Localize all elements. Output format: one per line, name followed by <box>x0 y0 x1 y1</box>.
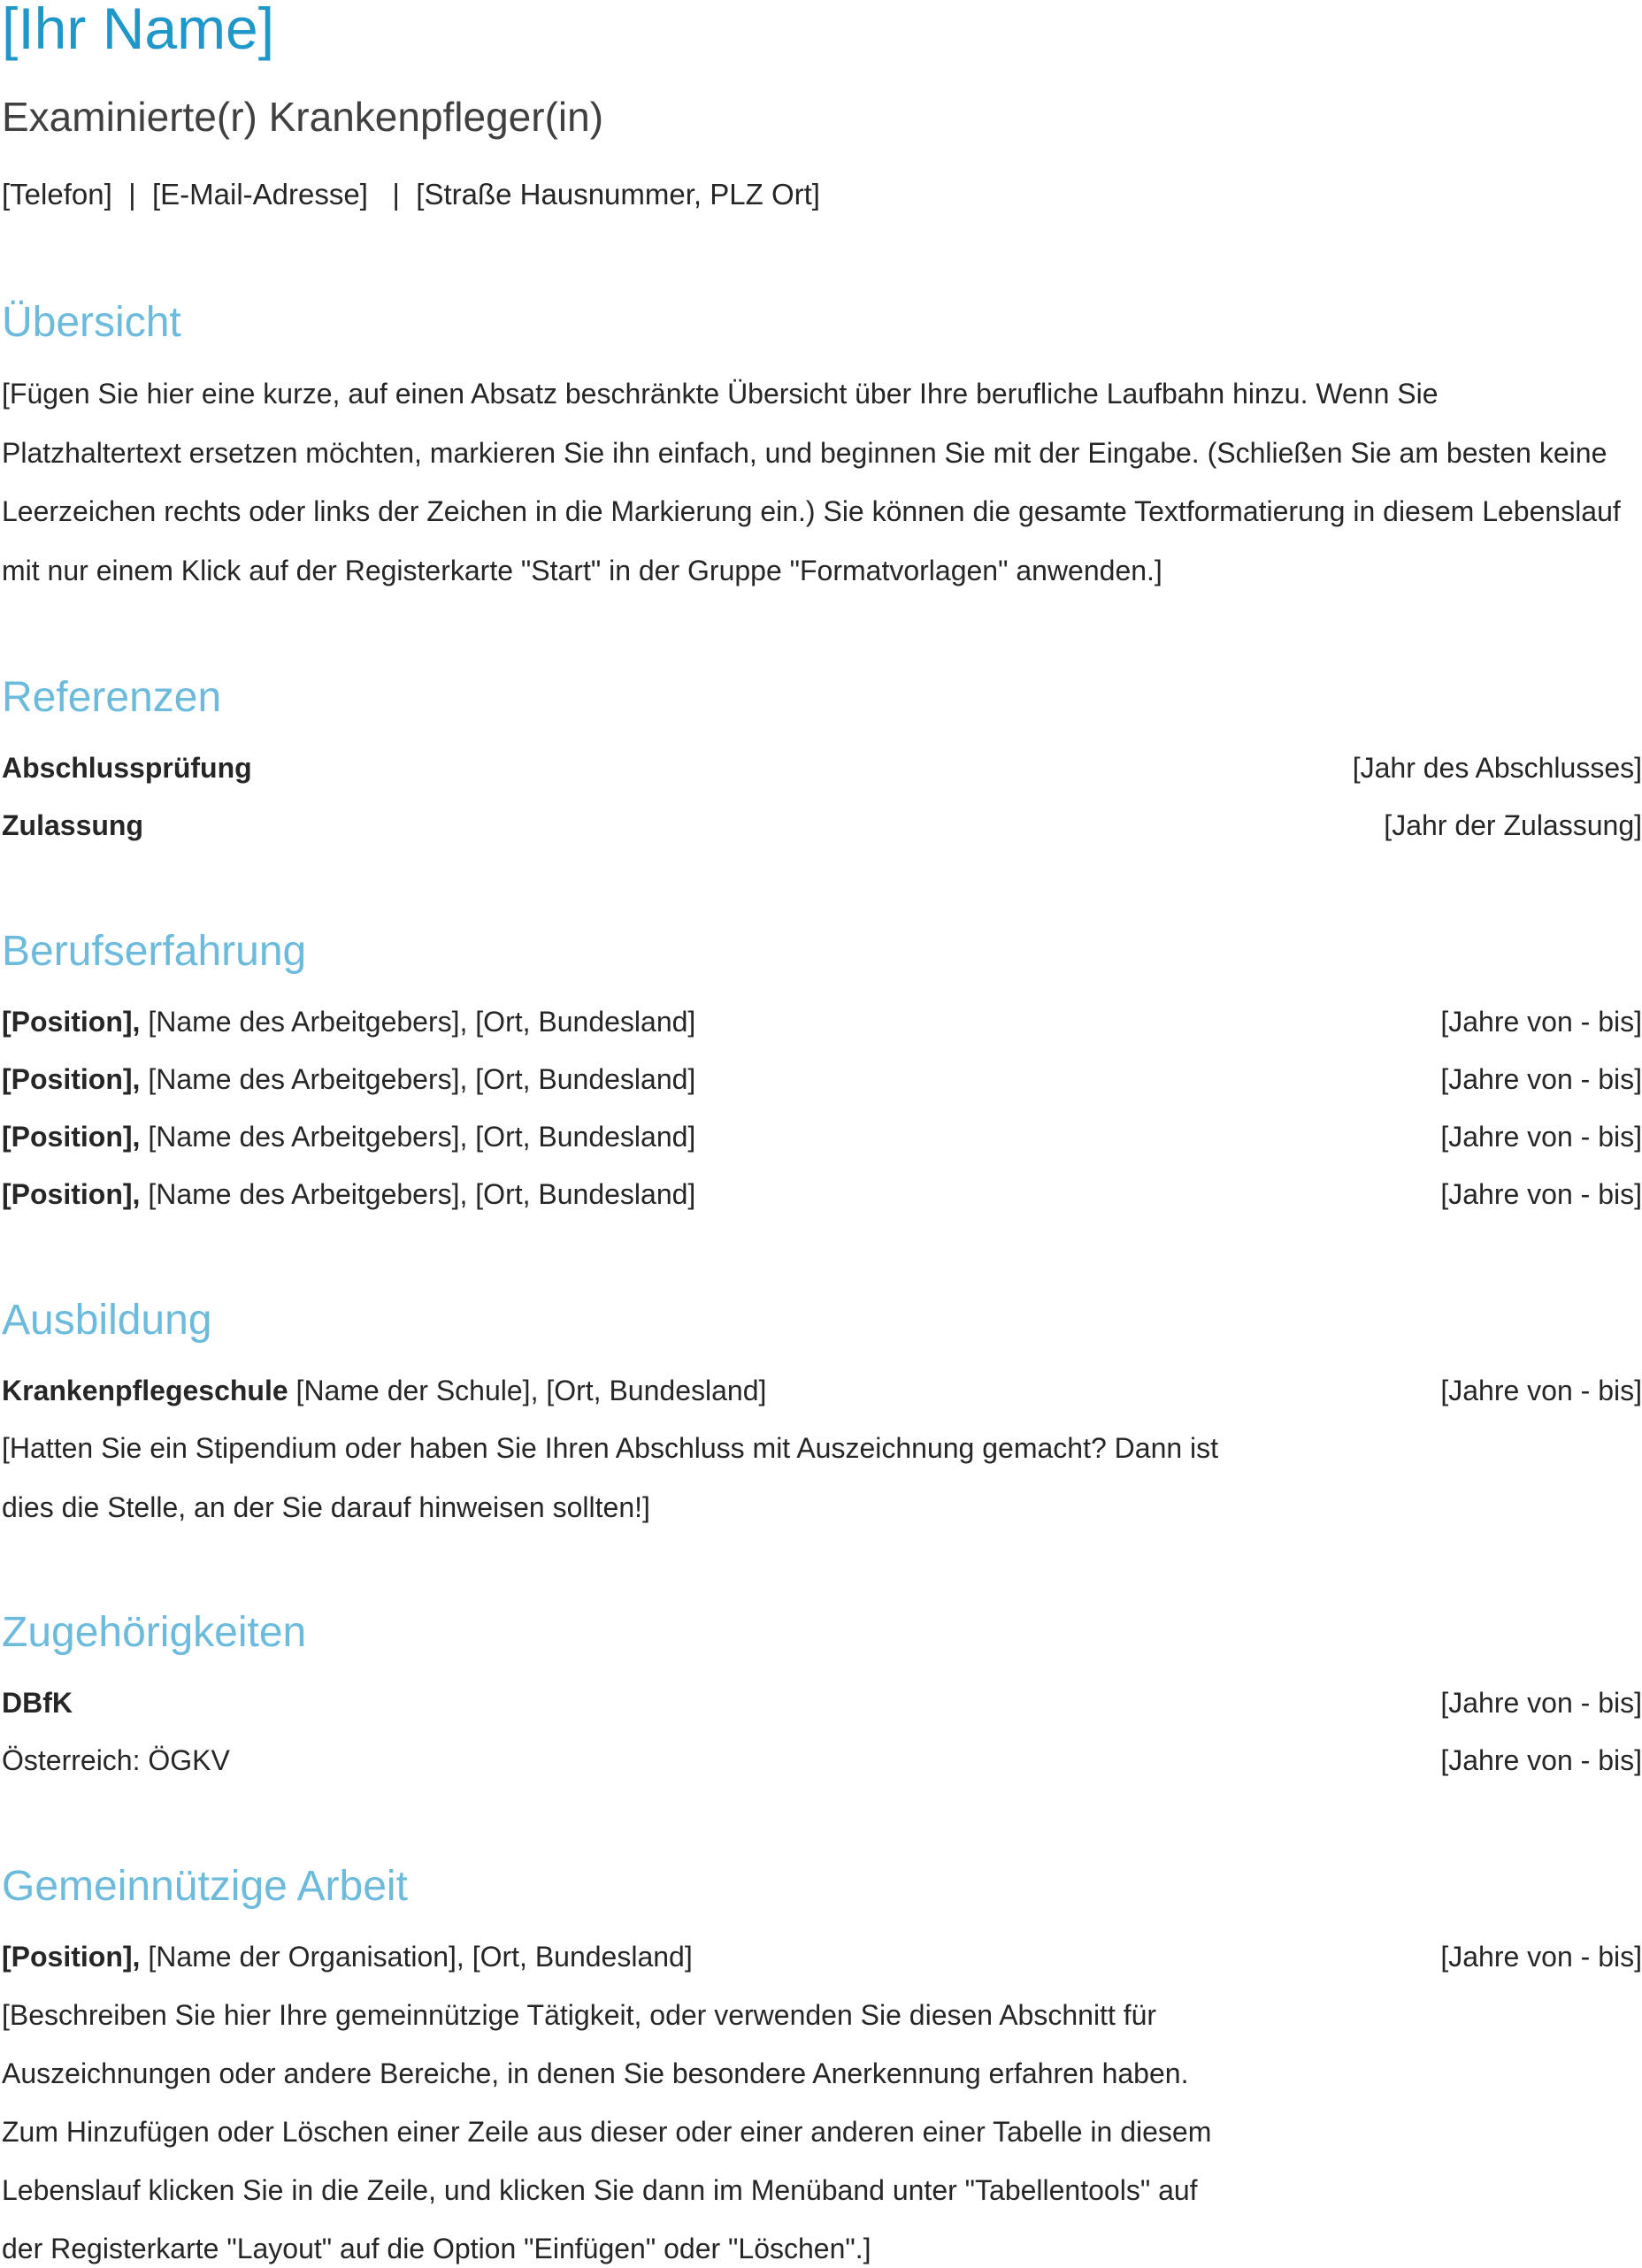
affiliation-row <box>2 1683 1642 1722</box>
experience-entry[interactable] <box>2 1117 695 1156</box>
affiliation-label[interactable]: Österreich: ÖGKV <box>2 1744 230 1776</box>
affiliations-heading[interactable]: Zugehörigkeiten <box>2 1609 307 1656</box>
overview-text[interactable]: [Fügen Sie hier eine kurze, auf einen Absatz beschränkte Übersicht über Ihre berufliche Laufbahn hinzu. Wenn Sie Platzhaltertext ersetzen möchten, markieren Sie ihn einfach, und beginnen Sie mit der Eingabe. (Schließen Sie am besten keine Leerzeichen rechts oder links der Zeichen in die Markierung ein.) Sie können die gesamte Textformatierung in diesem Lebenslauf mit nur einem Klick auf der Registerkarte "Start" in der Gruppe "Formatvorlagen" anwenden.] <box>2 378 1621 586</box>
volunteer-row <box>2 1937 1642 1976</box>
experience-entry[interactable] <box>2 1060 695 1099</box>
experience-details: [Name des Arbeitgebers], [Ort, Bundesland] <box>140 1178 696 1210</box>
volunteer-details: [Name der Organisation], [Ort, Bundesland] <box>140 1941 693 1973</box>
education-note-line <box>2 1429 1642 1467</box>
reference-label[interactable]: Zulassung <box>2 809 144 841</box>
education-note-line <box>2 1488 1642 1527</box>
references-row <box>2 748 1642 787</box>
education-entry[interactable] <box>2 1371 766 1410</box>
experience-position: [Position], <box>2 1063 141 1095</box>
volunteer-description[interactable]: der Registerkarte "Layout" auf die Option "Einfügen" oder "Löschen".] <box>2 2233 871 2264</box>
experience-position: [Position], <box>2 1006 141 1038</box>
experience-position: [Position], <box>2 1121 141 1153</box>
volunteer-description-line <box>2 2054 1642 2093</box>
education-note[interactable]: dies die Stelle, an der Sie darauf hinweisen sollten!] <box>2 1491 650 1523</box>
references-row <box>2 806 1642 845</box>
volunteer-description[interactable]: Lebenslauf klicken Sie in die Zeile, und klicken Sie dann im Menüband unter "Tabellentools" auf <box>2 2174 1198 2206</box>
volunteer-description[interactable]: [Beschreiben Sie hier Ihre gemeinnützige Tätigkeit, oder verwenden Sie diesen Abschnitt für <box>2 1999 1157 2031</box>
experience-entry[interactable] <box>2 1002 695 1041</box>
resume-profession[interactable]: Examinierte(r) Krankenpfleger(in) <box>2 94 604 140</box>
experience-position: [Position], <box>2 1178 141 1210</box>
education-school: Krankenpflegeschule <box>2 1375 288 1406</box>
experience-details: [Name des Arbeitgebers], [Ort, Bundesland] <box>140 1121 696 1153</box>
volunteer-description-line <box>2 2229 1642 2268</box>
volunteer-description[interactable]: Auszeichnungen oder andere Bereiche, in denen Sie besondere Anerkennung erfahren haben. <box>2 2057 1189 2089</box>
volunteer-date[interactable]: [Jahre von - bis] <box>1440 1941 1642 1973</box>
experience-date[interactable]: [Jahre von - bis] <box>1440 1063 1642 1095</box>
experience-row <box>2 1175 1642 1214</box>
education-row <box>2 1371 1642 1410</box>
experience-date[interactable]: [Jahre von - bis] <box>1440 1121 1642 1153</box>
resume-name[interactable]: [Ihr Name] <box>2 0 275 61</box>
references-heading[interactable]: Referenzen <box>2 674 222 721</box>
experience-entry[interactable] <box>2 1175 695 1214</box>
education-details: [Name der Schule], [Ort, Bundesland] <box>288 1375 767 1406</box>
affiliation-row <box>2 1741 1642 1780</box>
experience-row <box>2 1117 1642 1156</box>
experience-date[interactable]: [Jahre von - bis] <box>1440 1178 1642 1210</box>
volunteer-position: [Position], <box>2 1941 141 1973</box>
education-date[interactable]: [Jahre von - bis] <box>1440 1375 1642 1406</box>
volunteer-description[interactable]: Zum Hinzufügen oder Löschen einer Zeile aus dieser oder einer anderen einer Tabelle in diesem <box>2 2116 1212 2148</box>
volunteer-description-line <box>2 2171 1642 2210</box>
education-heading[interactable]: Ausbildung <box>2 1297 212 1344</box>
volunteer-description-line <box>2 1996 1642 2034</box>
experience-heading[interactable]: Berufserfahrung <box>2 928 307 975</box>
reference-label[interactable]: Abschlussprüfung <box>2 752 252 784</box>
affiliation-label[interactable]: DBfK <box>2 1687 73 1719</box>
affiliation-date[interactable]: [Jahre von - bis] <box>1440 1687 1642 1719</box>
resume-contact-line[interactable]: [Telefon] | [E-Mail-Adresse] | [Straße Hausnummer, PLZ Ort] <box>2 178 820 211</box>
volunteer-description-line <box>2 2112 1642 2151</box>
experience-details: [Name des Arbeitgebers], [Ort, Bundesland] <box>140 1063 696 1095</box>
reference-date[interactable]: [Jahr des Abschlusses] <box>1352 752 1642 784</box>
overview-heading[interactable]: Übersicht <box>2 299 181 346</box>
experience-details: [Name des Arbeitgebers], [Ort, Bundesland] <box>140 1006 696 1038</box>
experience-row <box>2 1002 1642 1041</box>
reference-date[interactable]: [Jahr der Zulassung] <box>1384 809 1642 841</box>
experience-row <box>2 1060 1642 1099</box>
affiliation-date[interactable]: [Jahre von - bis] <box>1440 1744 1642 1776</box>
education-note[interactable]: [Hatten Sie ein Stipendium oder haben Sie Ihren Abschluss mit Auszeichnung gemacht? Dann ist <box>2 1432 1219 1464</box>
experience-date[interactable]: [Jahre von - bis] <box>1440 1006 1642 1038</box>
volunteer-heading[interactable]: Gemeinnützige Arbeit <box>2 1863 408 1910</box>
volunteer-entry[interactable] <box>2 1937 693 1976</box>
